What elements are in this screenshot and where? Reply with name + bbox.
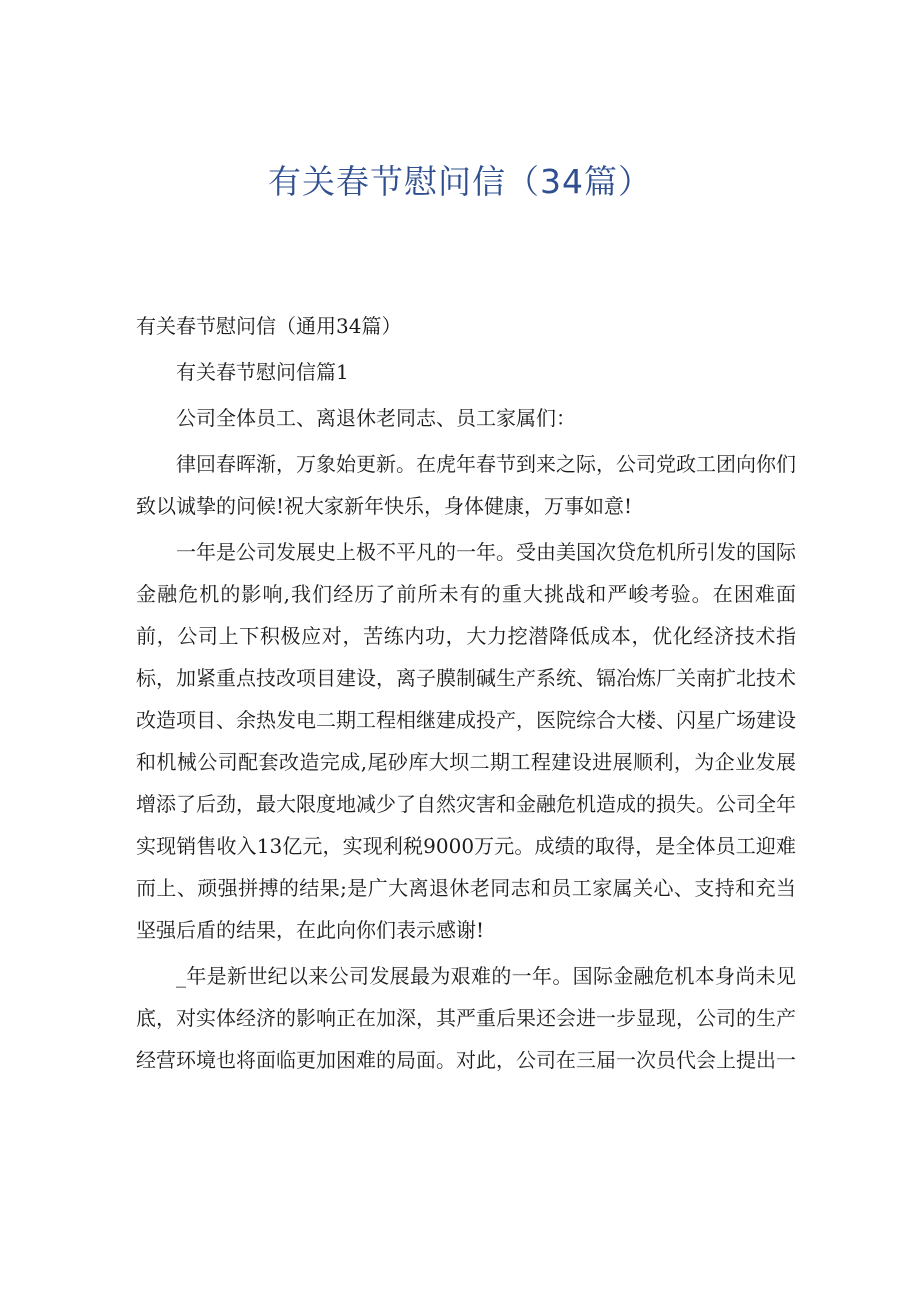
document-title: 有关春节慰问信（34篇）	[268, 162, 652, 201]
document-body	[136, 305, 796, 1081]
salutation: 公司全体员工、离退休老同志、员工家属们：	[176, 406, 576, 430]
section-heading: 有关春节慰问信篇1	[176, 360, 349, 384]
paragraph-3: _年是新世纪以来公司发展最为艰难的一年。国际金融危机本身尚未见底，对实体经济的影响正在加深，其严重后果还会进一步显现，公司的生产经营环境也将面临更加困难的局面。对此，公司在三届一次员代会上提出一	[136, 964, 796, 1072]
paragraph-1: 律回春晖渐，万象始更新。在虎年春节到来之际，公司党政工团向你们致以诚挚的问候!祝大家新年快乐，身体健康，万事如意!	[136, 452, 796, 518]
document-subtitle: 有关春节慰问信（通用34篇）	[136, 314, 402, 338]
paragraph-2: 一年是公司发展史上极不平凡的一年。受由美国次贷危机所引发的国际金融危机的影响,我们经历了前所未有的重大挑战和严峻考验。在困难面前，公司上下积极应对，苦练内功，大力挖潜降低成本，优化经济技术指标，加紧重点技改项目建设，离子膜制碱生产系统、镉冶炼厂关南扩北技术改造项目、余热发电二期工程相继建成投产，医院综合大楼、闪星广场建设和机械公司配套改造完成,尾砂库大坝二期工程建设进展顺利，为企业发展增添了后劲，最大限度地减少了自然灾害和金融危机造成的损失。公司全年实现销售收入13亿元，实现利税9000万元。成绩的取得，是全体员工迎难而上、顽强拼搏的结果;是广大离退休老同志和员工家属关心、支持和充当坚强后盾的结果，在此向你们表示感谢!	[136, 540, 796, 942]
